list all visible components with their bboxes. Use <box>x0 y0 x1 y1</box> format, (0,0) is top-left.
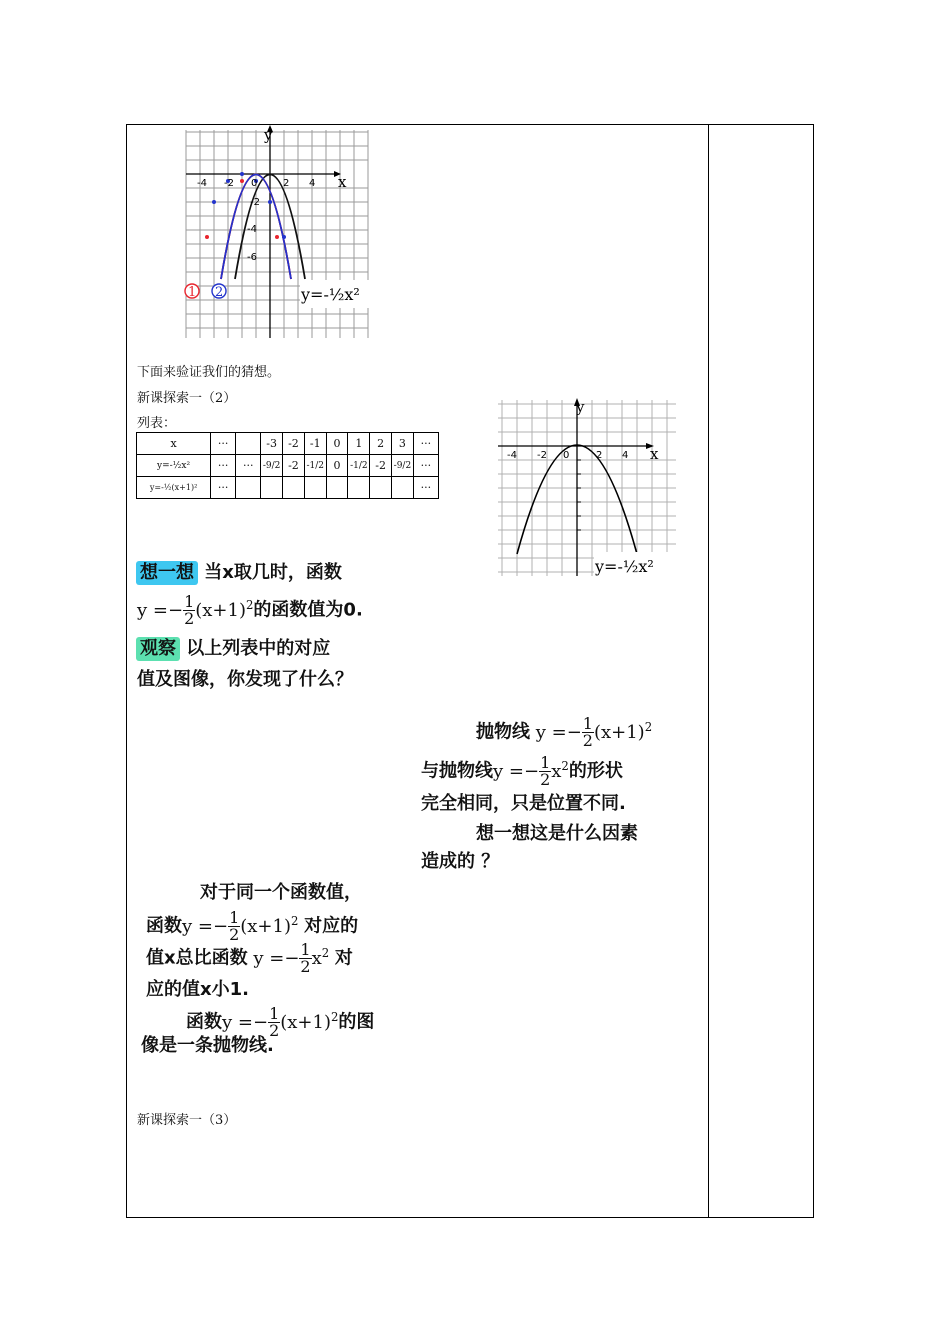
table-cell <box>304 477 326 499</box>
think-tag: 想一想 <box>136 561 198 585</box>
x-tick-label: 0 <box>251 178 258 189</box>
observe-text-1: 以上列表中的对应 <box>186 638 331 659</box>
y-axis-label: y <box>576 398 585 416</box>
right-text-2b: 的形状 <box>568 760 623 782</box>
table-cell: ··· <box>211 433 236 455</box>
table-cell: -9/2 <box>261 455 283 477</box>
x-tick-label: -2 <box>224 178 234 189</box>
table-cell: ··· <box>211 477 236 499</box>
table-cell: x <box>137 433 211 455</box>
table-cell <box>261 477 283 499</box>
left-text-2a: 函数 <box>146 915 182 937</box>
left-formula-3: y =− $\frac{1}{2}$ $x^2$ <box>247 940 330 976</box>
x-tick-label: 2 <box>283 178 290 189</box>
values-table <box>136 432 439 499</box>
left-line-4: 应的值x小1. <box>146 979 249 1000</box>
x-tick-label: -4 <box>507 450 517 461</box>
table-cell: -9/2 <box>392 455 414 477</box>
column-divider <box>708 124 709 1218</box>
table-cell: 0 <box>326 433 348 455</box>
list-label: 列表： <box>137 416 177 431</box>
table-cell: -2 <box>283 433 305 455</box>
think-text-2: 的函数值为0. <box>253 599 363 621</box>
left-line-6: 像是一条抛物线. <box>141 1035 274 1056</box>
x-tick-label: 4 <box>309 178 316 189</box>
table-cell: -2 <box>370 455 392 477</box>
left-formula-5: y =− $\frac{1}{2}$ $(x+1)^2$ <box>222 1004 339 1040</box>
table-row <box>137 433 439 455</box>
think-line-1 <box>136 561 342 585</box>
y-tick-label: -4 <box>247 224 257 235</box>
think-text-1: 当x取几时，函数 <box>204 562 342 583</box>
graph2-formula: y=-½x² <box>595 557 654 576</box>
x-tick-label: 2 <box>596 450 603 461</box>
right-formula-1: y =− $\frac{1}{2}$ $(x+1)^2$ <box>530 714 653 750</box>
table-cell: -1/2 <box>304 455 326 477</box>
think-formula: y =− $\frac{1}{2}$ $(x+1)^2$ <box>137 592 254 628</box>
verify-text: 下面来验证我们的猜想。 <box>137 365 281 380</box>
think-line-2 <box>137 594 363 627</box>
table-cell <box>348 477 370 499</box>
right-text-1: 抛物线 <box>476 721 530 743</box>
right-line-2 <box>421 755 623 788</box>
table-cell: -3 <box>261 433 283 455</box>
graph-single-parabola <box>496 396 680 580</box>
table-cell: ··· <box>413 455 438 477</box>
table-cell: ··· <box>413 433 438 455</box>
table-cell <box>326 477 348 499</box>
table-row <box>137 455 439 477</box>
right-line-5: 造成的 ？ <box>421 851 500 872</box>
table-row <box>137 477 439 499</box>
y-tick-label: -6 <box>247 252 257 263</box>
table-cell: -2 <box>283 455 305 477</box>
table-cell <box>236 477 261 499</box>
table-cell <box>236 433 261 455</box>
table-cell: -1/2 <box>348 455 370 477</box>
table-cell: ··· <box>236 455 261 477</box>
right-text-2a: 与抛物线 <box>421 760 493 782</box>
graph1-formula: y=-½x² <box>301 285 360 304</box>
observe-line-1 <box>136 637 330 661</box>
table-cell: ··· <box>211 455 236 477</box>
right-line-4: 想一想这是什么因素 <box>476 823 638 844</box>
x-tick-label: 4 <box>622 450 629 461</box>
y-tick-label: -2 <box>250 197 260 208</box>
table-cell <box>370 477 392 499</box>
table-cell: ··· <box>413 477 438 499</box>
explore2-heading: 新课探索一（2） <box>137 391 237 406</box>
x-axis-label: x <box>338 173 347 191</box>
left-text-2b: 对应的 <box>304 915 359 937</box>
left-text-5a: 函数 <box>186 1011 222 1033</box>
table-cell: y=-½x² <box>137 455 211 477</box>
explore3-heading: 新课探索一（3） <box>137 1113 237 1128</box>
x-tick-label: -2 <box>537 450 547 461</box>
left-text-3b: 对 <box>334 947 353 969</box>
graph-three-parabolas <box>184 122 374 342</box>
left-line-2 <box>146 910 358 943</box>
left-formula-2: y =− $\frac{1}{2}$ $(x+1)^2$ <box>182 908 299 944</box>
table-cell: 1 <box>348 433 370 455</box>
x-axis-label: x <box>650 445 659 463</box>
observe-line-2: 值及图像，你发现了什么？ <box>137 669 353 690</box>
right-line-1 <box>476 716 652 749</box>
left-line-1: 对于同一个函数值， <box>200 882 362 903</box>
left-text-5b: 的图 <box>338 1011 375 1033</box>
right-line-3: 完全相同，只是位置不同. <box>421 793 626 814</box>
observe-tag: 观察 <box>136 637 180 661</box>
left-line-3 <box>146 942 353 975</box>
left-text-3a: 值x总比函数 <box>146 947 248 969</box>
y-axis-label: y <box>264 126 273 144</box>
marker-label-2: 2 <box>215 285 224 300</box>
table-cell <box>283 477 305 499</box>
marker-label-1: 1 <box>188 285 197 300</box>
x-tick-label: -4 <box>197 178 207 189</box>
table-cell <box>392 477 414 499</box>
x-tick-label: 0 <box>563 450 570 461</box>
table-cell: y=-½(x+1)² <box>137 477 211 499</box>
right-formula-2: y =− $\frac{1}{2}$ $x^2$ <box>493 753 569 789</box>
table-cell: -1 <box>304 433 326 455</box>
table-cell: 2 <box>370 433 392 455</box>
table-cell: 0 <box>326 455 348 477</box>
table-cell: 3 <box>392 433 414 455</box>
